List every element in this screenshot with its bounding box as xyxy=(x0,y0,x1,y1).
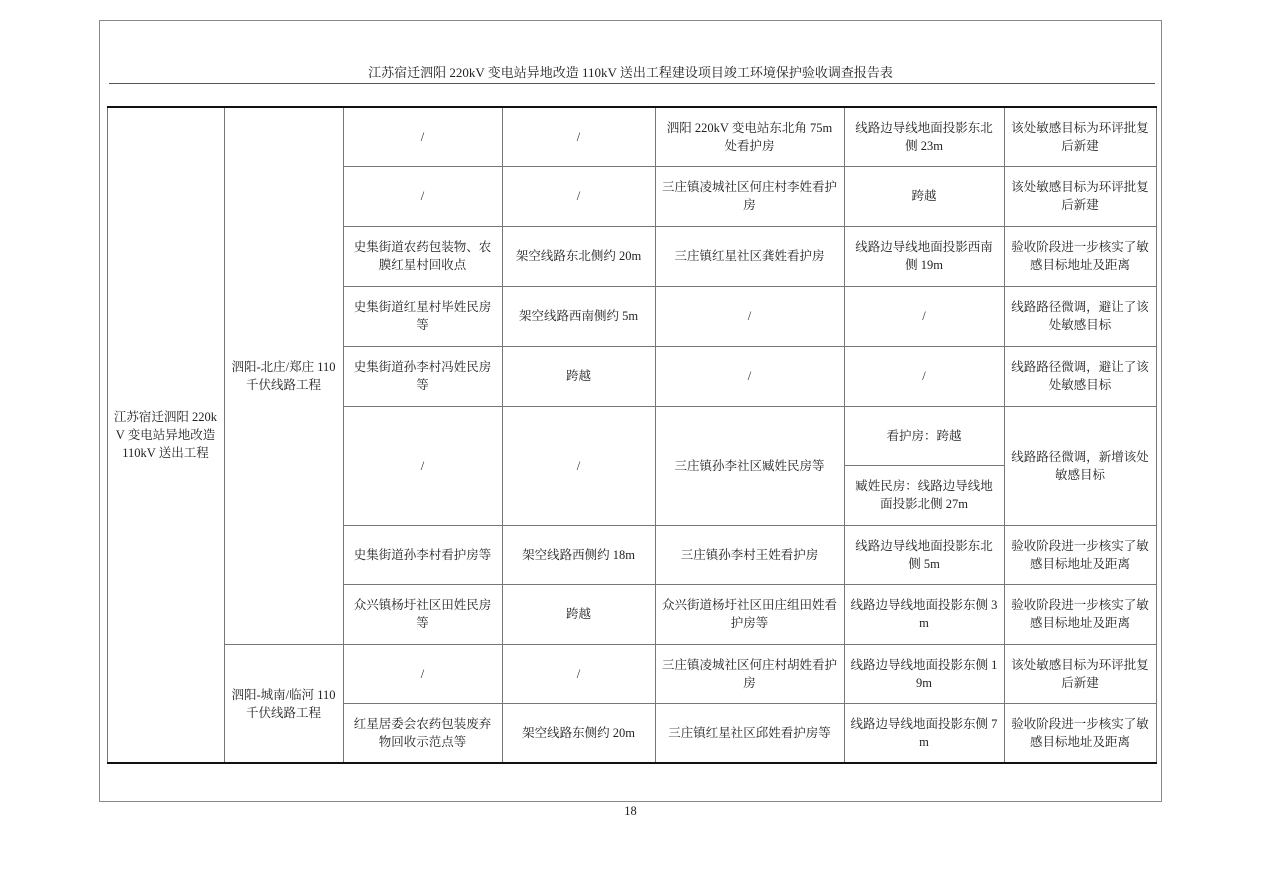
table-cell: 看护房：跨越 xyxy=(886,428,962,443)
table-cell: 跨越 xyxy=(565,369,591,383)
table-cell: / xyxy=(420,666,425,681)
table-cell: / xyxy=(922,369,926,383)
table-cell: / xyxy=(747,369,752,383)
page-number: 18 xyxy=(624,804,637,818)
table-cell: 史集街道红星村毕姓民房等 xyxy=(353,300,492,332)
table-cell: 架空线路东北侧约 20m xyxy=(515,249,642,263)
table-cell: 线路边导线地面投影东侧 7m xyxy=(850,717,998,749)
table-cell: 线路边导线地面投影东北侧 5m xyxy=(855,538,993,571)
table-cell: 架空线路西侧约 18m xyxy=(522,547,635,562)
page-header-title: 江苏宿迁泗阳 220kV 变电站异地改造 110kV 送出工程建设项目竣工环境保护验收调查报告表 xyxy=(368,65,893,80)
table-cell: 架空线路西南侧约 5m xyxy=(518,309,639,323)
table-cell: / xyxy=(420,189,425,203)
table-vertical-rule xyxy=(1156,107,1157,763)
project-name-cell: 江苏宿迁泗阳 220kV 变电站异地改造 110kV 送出工程 xyxy=(113,410,218,460)
table-cell: 线路边导线地面投影东北侧 23m xyxy=(855,120,993,153)
table-cell: 众兴镇杨圩社区田姓民房等 xyxy=(353,598,492,630)
header-rule xyxy=(109,83,1155,84)
table-cell: 该处敏感目标为环评批复后新建 xyxy=(1011,180,1149,212)
table-cell: 线路路径微调，避让了该处敏感目标 xyxy=(1011,300,1149,332)
table-cell: 三庄镇凌城社区何庄村李姓看护房 xyxy=(661,180,837,212)
table-cell: 史集街道农药包装物、农膜红星村回收点 xyxy=(353,240,492,272)
table-cell: / xyxy=(576,189,581,203)
table-cell: / xyxy=(576,129,581,144)
table-cell: 线路边导线地面投影东侧 19m xyxy=(850,657,998,690)
table-cell: 验收阶段进一步核实了敏感目标地址及距离 xyxy=(1011,598,1149,630)
table-cell: 验收阶段进一步核实了敏感目标地址及距离 xyxy=(1011,240,1149,272)
table-cell: 线路路径微调，避让了该处敏感目标 xyxy=(1011,360,1149,392)
table-cell: / xyxy=(420,458,425,473)
table-cell: / xyxy=(576,458,581,473)
table-cell: 该处敏感目标为环评批复后新建 xyxy=(1011,657,1149,690)
table-cell: 线路边导线地面投影东侧 3m xyxy=(850,598,998,630)
line-project-cell: 泗阳-北庄/郑庄 110 千伏线路工程 xyxy=(231,359,336,392)
table-cell: 三庄镇孙李村王姓看护房 xyxy=(680,547,819,562)
table-cell: 三庄镇红星社区龚姓看护房 xyxy=(674,249,825,263)
table-cell: 验收阶段进一步核实了敏感目标地址及距离 xyxy=(1011,717,1149,749)
table-cell: 线路路径微调，新增该处敏感目标 xyxy=(1011,449,1149,482)
line-project-cell: 泗阳-城南/临河 110 千伏线路工程 xyxy=(231,687,336,720)
table-cell: 验收阶段进一步核实了敏感目标地址及距离 xyxy=(1011,538,1149,571)
table-cell: 泗阳 220kV 变电站东北角 75m 处看护房 xyxy=(666,120,833,153)
table-cell: 跨越 xyxy=(565,607,591,621)
table-cell: 三庄镇孙李社区臧姓民房等 xyxy=(674,458,825,473)
table-cell: 该处敏感目标为环评批复后新建 xyxy=(1011,120,1149,153)
table-cell: 线路边导线地面投影西南侧 19m xyxy=(855,240,993,272)
table-cell: 臧姓民房：线路边导线地面投影北侧 27m xyxy=(855,479,993,511)
table-cell: / xyxy=(420,129,425,144)
table-cell: 史集街道孙李村看护房等 xyxy=(353,547,492,562)
table-cell: 跨越 xyxy=(911,189,937,203)
table-cell: 三庄镇红星社区邱姓看护房等 xyxy=(668,726,831,740)
table-cell: / xyxy=(922,309,926,323)
table-cell: 架空线路东侧约 20m xyxy=(522,726,635,740)
table-cell: / xyxy=(747,309,752,323)
table-cell: 史集街道孙李村冯姓民房等 xyxy=(353,360,492,392)
table-cell: 红星居委会农药包装废弃物回收示范点等 xyxy=(353,717,492,749)
table-cell: / xyxy=(576,666,581,681)
table-cell: 众兴街道杨圩社区田庄组田姓看护房等 xyxy=(661,598,837,630)
table-cell: 三庄镇凌城社区何庄村胡姓看护房 xyxy=(661,657,837,690)
